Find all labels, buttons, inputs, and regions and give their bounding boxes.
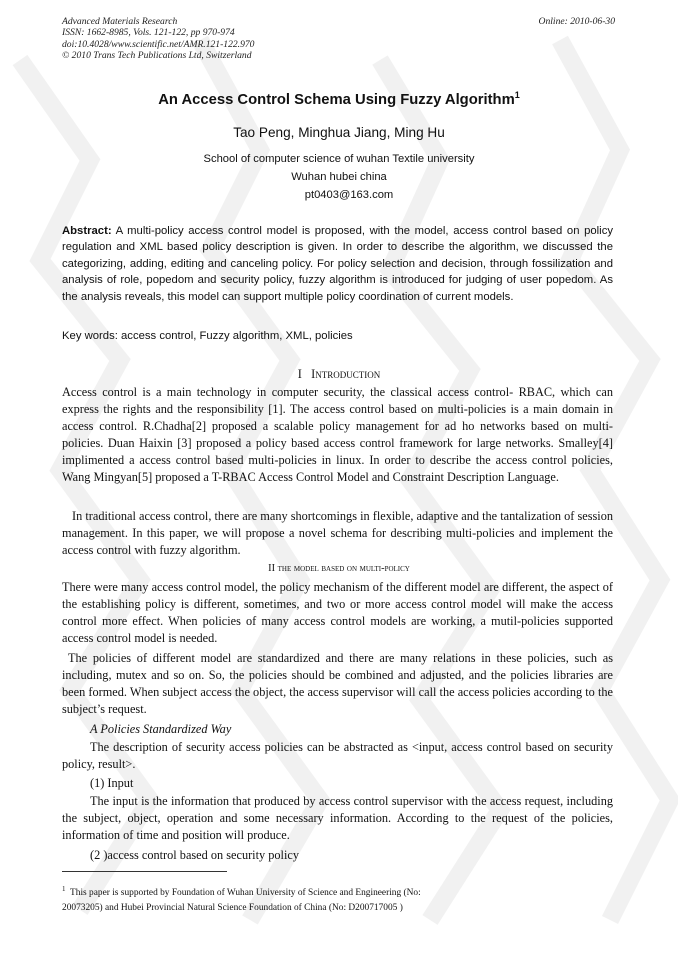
intro-paragraph-2: In traditional access control, there are many shortcomings in flexible, adaptive and the tantalization of session management. In this paper, we will propose a novel schema for describing multi-policies and implement the access control with fuzzy algorithm. bbox=[62, 509, 613, 558]
copyright-line: © 2010 Trans Tech Publications Ltd, Switzerland bbox=[62, 50, 252, 62]
section-1-title: Introduction bbox=[311, 367, 381, 381]
subsection-heading: A Policies Standardized Way bbox=[90, 722, 232, 736]
paper-title bbox=[0, 90, 678, 108]
section-2-title: the model based on multi-policy bbox=[277, 563, 410, 574]
list-item-input: (1) Input bbox=[90, 776, 134, 790]
footnote-line-1: This paper is supported by Foundation of Wuhan University of Science and Engineering (No: bbox=[70, 888, 421, 899]
list-item-access-control: (2 )access control based on security policy bbox=[90, 848, 299, 862]
intro-paragraph-1: Access control is a main technology in computer security, the classical access control- RBAC, which can express the rights and the responsibility [1]. The access control based on multi-policies is a main domain in access control. R.Chadha[2] proposed a scalable policy management for ad ho networks based on multi-policies. Duan Haixin [3] proposed a policy based access control framework for large networks. Smalley[4] implimented a access control based multi-policies in linux. In order to describe the access control policies, Wang Mingyan[5] proposed a T-RBAC Access Control Model and Constraint Description Language. bbox=[62, 385, 613, 485]
section-1-heading bbox=[0, 367, 678, 382]
online-date: Online: 2010-06-30 bbox=[538, 16, 615, 27]
paper-title-text: An Access Control Schema Using Fuzzy Algorithm bbox=[158, 91, 515, 108]
section-2-heading bbox=[0, 563, 678, 574]
model-paragraph-2: The policies of different model are standardized and there are many relations in these policies, such as including, mutex and so on. So, the policies should be combined and adjusted, and the policies libraries are been formed. When subject access the object, the access supervisor will call the access policies according to the subject’s request. bbox=[62, 651, 613, 717]
footnote-rule bbox=[62, 871, 227, 872]
abstract bbox=[62, 223, 613, 305]
journal-header bbox=[62, 16, 254, 62]
footnote-line-2: 20073205) and Hubei Provincial Natural Science Foundation of China (No: D200717005 ) bbox=[62, 903, 403, 914]
affiliation-location: Wuhan hubei china bbox=[291, 171, 387, 183]
title-footnote-mark: 1 bbox=[514, 90, 520, 100]
footnote bbox=[62, 882, 622, 916]
section-2-number: II bbox=[268, 563, 276, 574]
issn-line: ISSN: 1662-8985, Vols. 121-122, pp 970-974 bbox=[62, 27, 235, 39]
author-email: pt0403@163.com bbox=[304, 189, 394, 201]
authors: Tao Peng, Minghua Jiang, Ming Hu bbox=[233, 125, 445, 140]
abstract-text: A multi-policy access control model is proposed, with the model, access control based on policy regulation and XML based policy description is given. In order to describe the algorithm, we discussed the categorizing, adding, editing and canceling policy. For policy selection and decision, through fossilization and analysis of role, popedom and security policy, fuzzy algorithm is introduced for judging of user popedom. As the analysis reveals, this model can support multiple policy coordination of current models. bbox=[62, 225, 613, 303]
model-paragraph-1: There were many access control model, the policy mechanism of the different model are different, the aspect of the establishing policy is different, sometimes, and two or more access control model will make the access control more effect. When policies of many access control models are working, a mutil-policies supported access control model is needed. bbox=[62, 580, 613, 646]
input-paragraph: The input is the information that produced by access control supervisor with the access request, including the subject, object, operation and some necessary information. According to the request of the policies, information of time and position will produce. bbox=[62, 794, 613, 843]
section-1-number: I bbox=[297, 367, 302, 381]
policy-description-paragraph: The description of security access policies can be abstracted as <input, access control based on security policy, result>. bbox=[62, 740, 613, 772]
footnote-mark: 1 bbox=[62, 885, 66, 893]
journal-name: Advanced Materials Research bbox=[62, 16, 178, 27]
abstract-label: Abstract: bbox=[62, 225, 112, 237]
affiliation-school: School of computer science of wuhan Textile university bbox=[203, 153, 475, 165]
keywords: Key words: access control, Fuzzy algorithm, XML, policies bbox=[62, 330, 353, 342]
doi-line: doi:10.4028/www.scientific.net/AMR.121-122.970 bbox=[62, 38, 255, 50]
